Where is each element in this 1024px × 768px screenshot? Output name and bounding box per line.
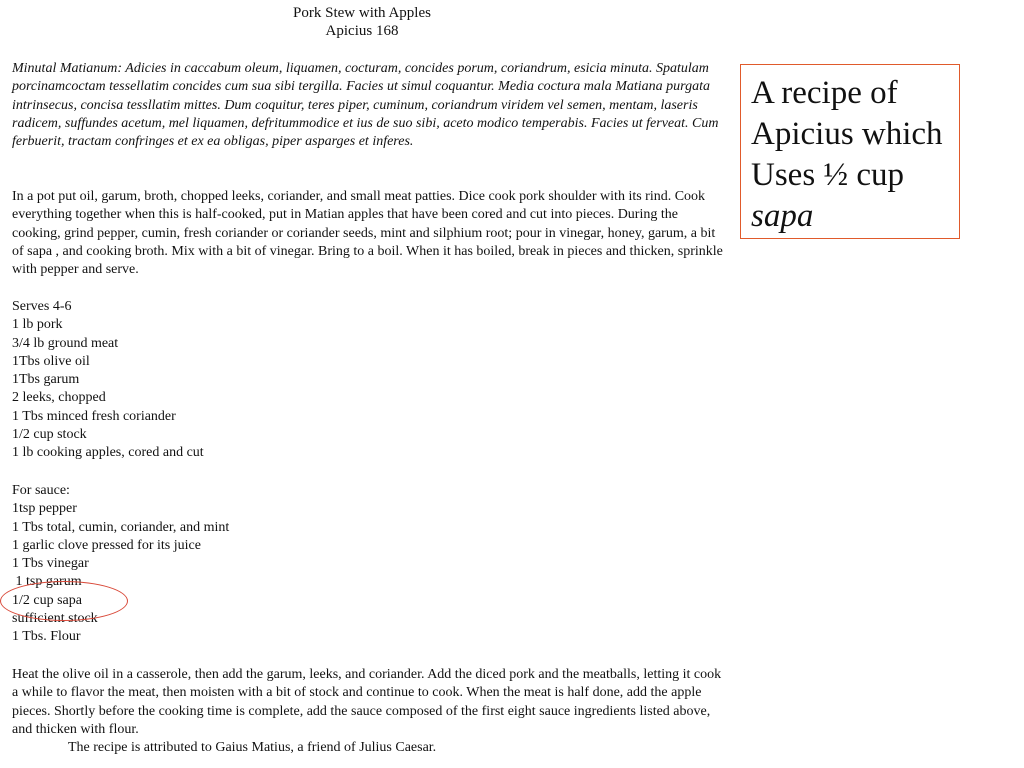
callout-line-emphasis: sapa — [751, 198, 814, 234]
sauce-ingredients-list — [12, 482, 229, 647]
list-item: 3/4 lb ground meat — [12, 335, 119, 351]
recipe-title: Pork Stew with Apples — [293, 5, 431, 21]
callout-line: Apicius which — [751, 116, 943, 152]
attribution-text: The recipe is attributed to Gaius Matius, a friend of Julius Caesar. — [68, 740, 437, 756]
list-item: 1Tbs olive oil — [12, 353, 90, 369]
list-item: 1Tbs garum — [12, 372, 80, 388]
title-block — [12, 4, 712, 40]
callout-line: A recipe of — [751, 75, 898, 111]
callout-line: Uses ½ cup — [751, 157, 905, 193]
list-item: 1 lb pork — [12, 317, 63, 333]
english-translation: In a pot put oil, garum, broth, chopped leeks, coriander, and small meat patties. Dice cook pork shoulder with its rind. Cook everything together when this is half-cooked, put in Matian apples that have been cored and cut into pieces. During the cooking, grind pepper, cumin, fresh coriander or coriander seeds, mint and silphium root; pour in vinegar, honey, garum, a bit of sapa , and cooking broth. Mix with a bit of vinegar. Bring to a boil. When it has boiled, break in pieces and thicken, sprinkle with pepper and serve. — [12, 189, 723, 278]
latin-original-text: Minutal Matianum: Adicies in caccabum oleum, liquamen, cocturam, concides porum, coriandrum, esicia minuta. Spatulam porcinamcoctam tessellatim concides cum sua sibi tergilla. Facies ut simul coquantur. Media coctura mala Matiana purgata intrinsecus, concisa tessllatim mittes. Dum coquitur, teres piper, cuminum, coriandrum viridem vel semen, mentam, laseris radicem, suffundes acetum, mel liquamen, defritummodice et ius de suo sibi, aceto modico temperabis. Facies ut ferveat. Cum ferbuerit, tractam confringes et ex ea obligas, piper asparges et inferes. — [12, 61, 719, 150]
list-item: 1tsp pepper — [12, 501, 77, 517]
callout-box — [740, 64, 960, 239]
list-item: 1 lb cooking apples, cored and cut — [12, 445, 204, 461]
list-item: sufficient stock — [12, 611, 98, 627]
list-item: 1 tsp garum — [12, 574, 82, 590]
list-item: 1/2 cup stock — [12, 427, 87, 443]
list-item: For sauce: — [12, 483, 70, 498]
list-item: 1 Tbs vinegar — [12, 556, 89, 572]
list-item: 1 garlic clove pressed for its juice — [12, 537, 201, 553]
list-item: 1 Tbs. Flour — [12, 629, 81, 645]
list-item: 2 leeks, chopped — [12, 390, 106, 406]
list-item-sapa: 1/2 cup sapa — [12, 592, 82, 608]
recipe-source: Apicius 168 — [325, 23, 399, 39]
method-text: Heat the olive oil in a casserole, then add the garum, leeks, and coriander. Add the diced pork and the meatballs, letting it cook a while to flavor the meat, then moisten with a bit of stock and continue to cook. When the meat is half done, add the apple pieces. Shortly before the cooking time is complete, add the sauce composed of the first eight sauce ingredients listed above, and thicken with flour. — [12, 667, 722, 737]
list-item: Serves 4-6 — [12, 299, 72, 314]
list-item: 1 Tbs total, cumin, coriander, and mint — [12, 519, 230, 535]
ingredients-list — [12, 298, 204, 463]
list-item: 1 Tbs minced fresh coriander — [12, 408, 176, 424]
method-paragraph — [12, 666, 724, 757]
